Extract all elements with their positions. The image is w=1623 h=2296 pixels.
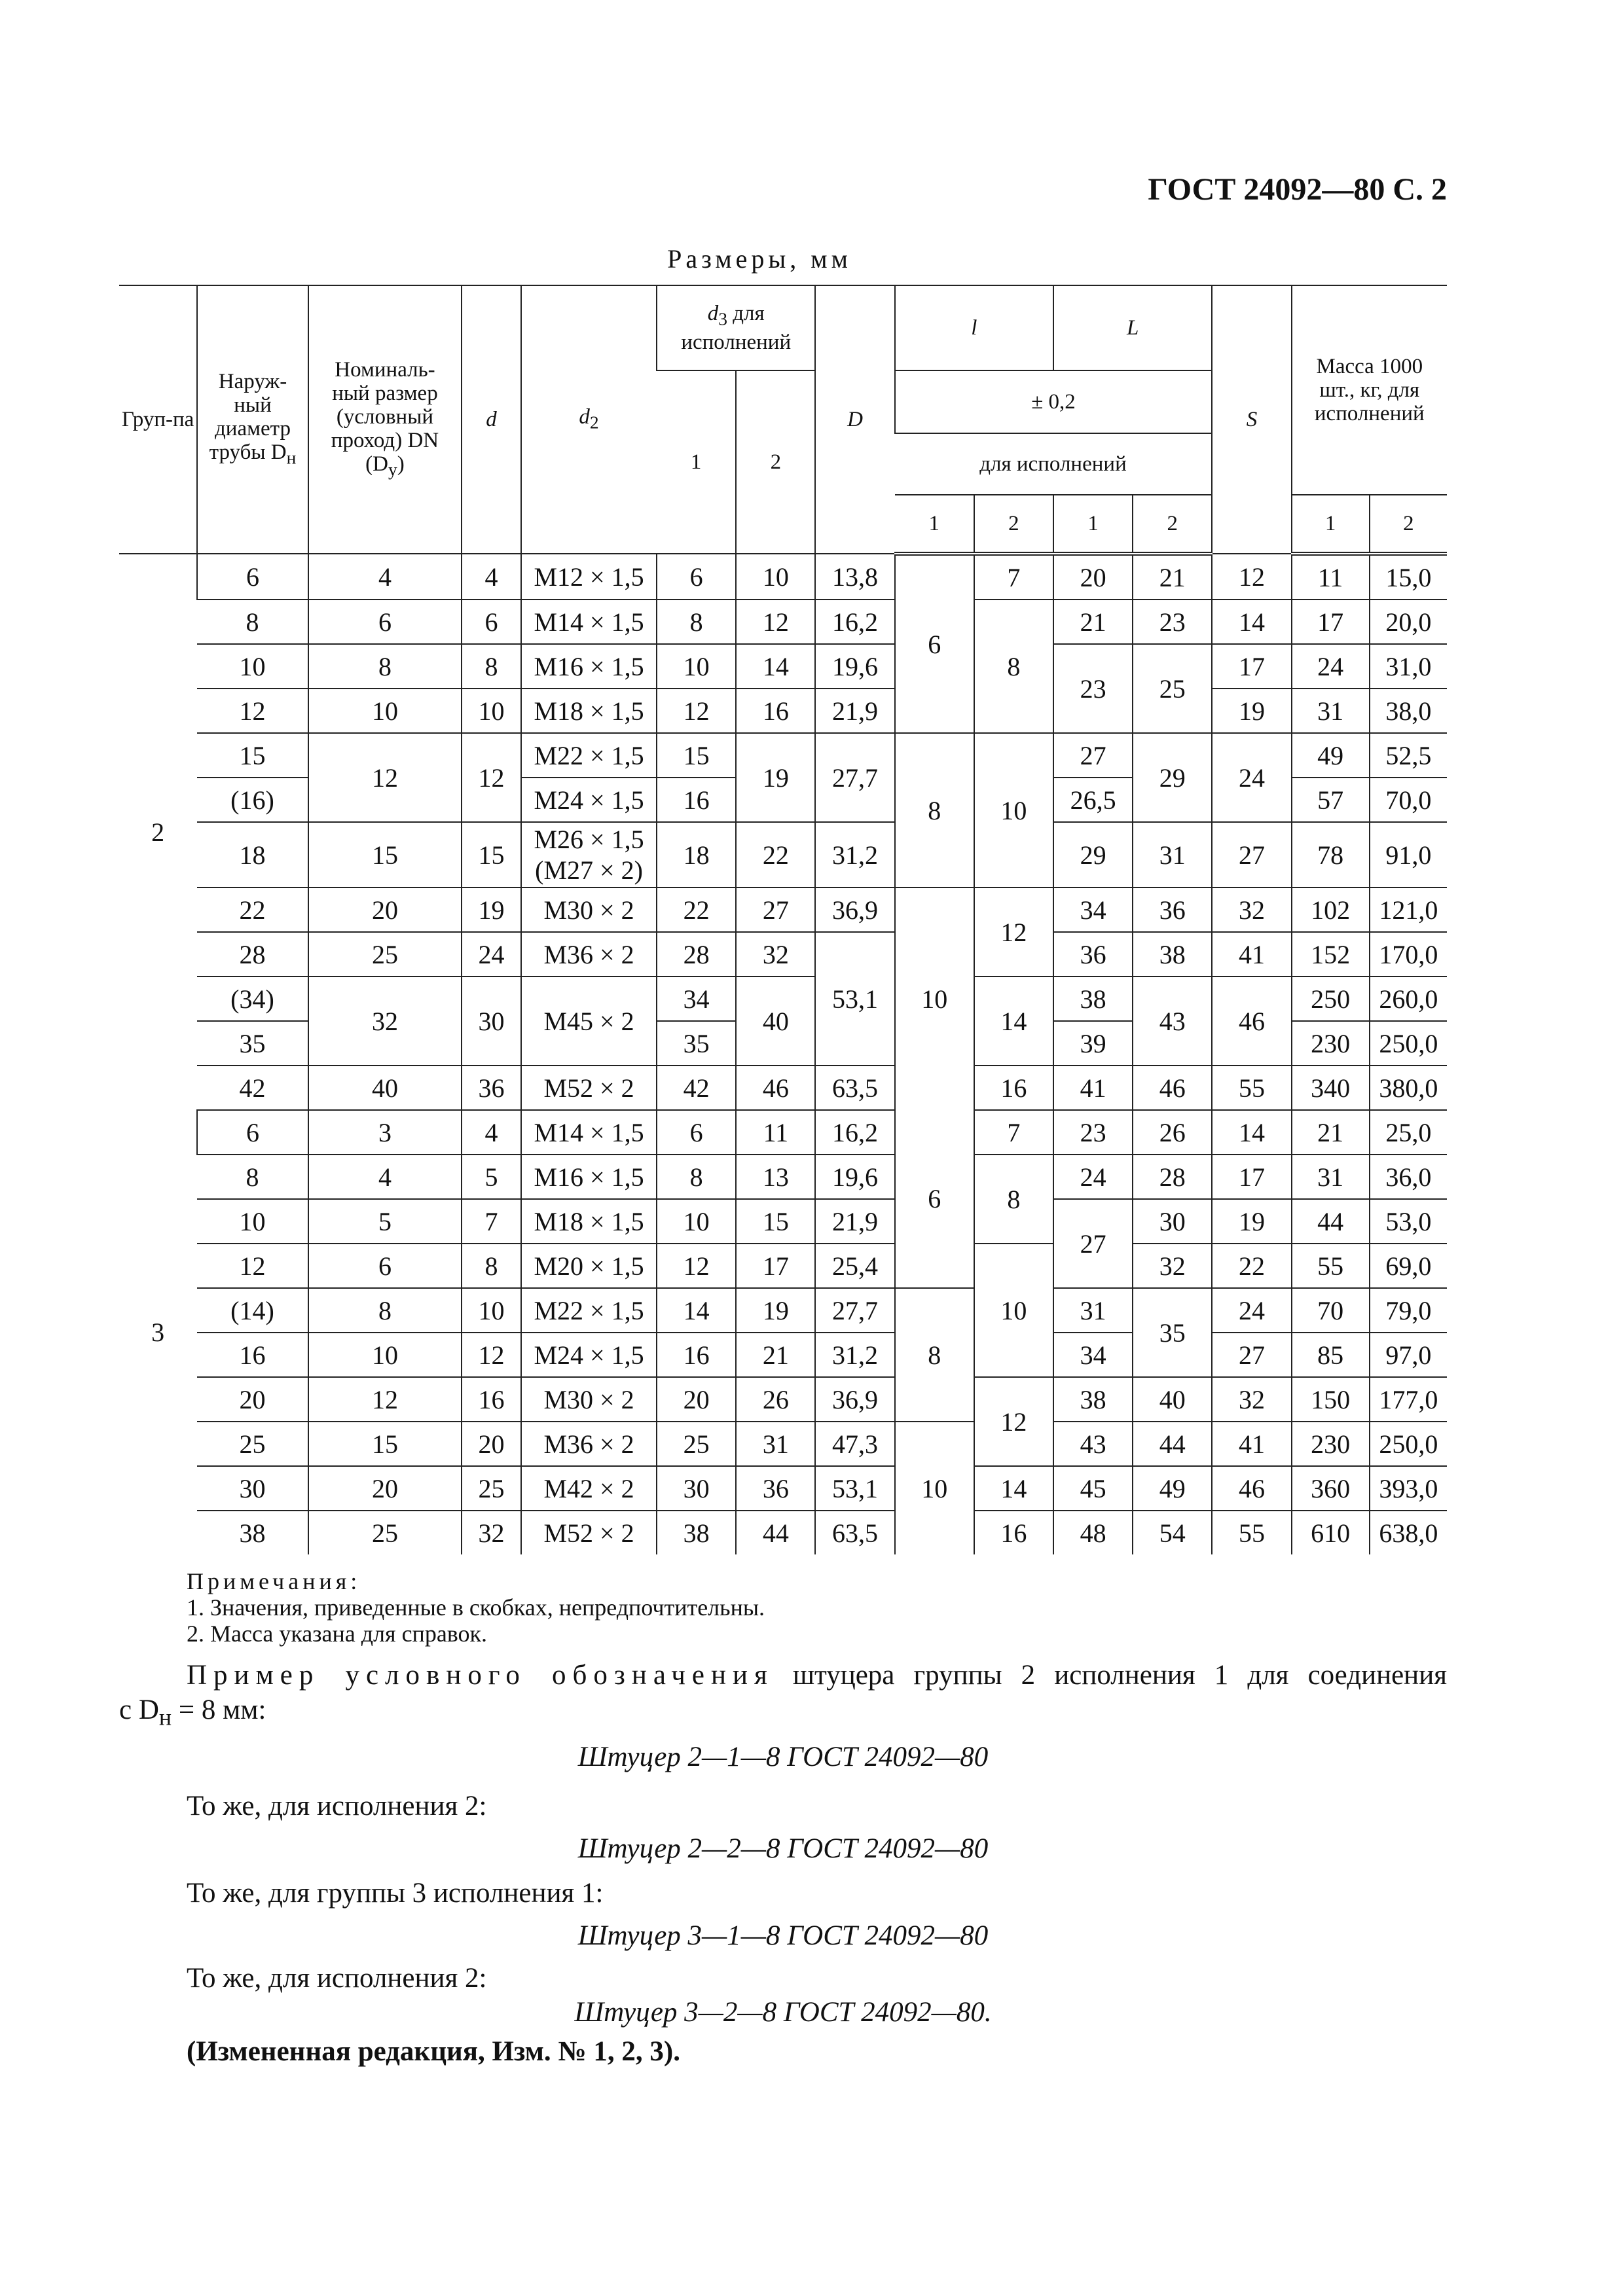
table-row: 42 40 36 M52 × 2 42 46 63,5 16 41 46 55 340 380,0 <box>119 1066 1447 1110</box>
table-row: 22 20 19 M30 × 2 22 27 36,9 10 12 34 36 32 102 121,0 <box>119 888 1447 932</box>
table-row: 12 6 8 M20 × 1,5 12 17 25,4 10 32 22 55 69,0 <box>119 1244 1447 1288</box>
designation-example: Штуцер 3—2—8 ГОСТ 24092—80. <box>574 1997 992 2028</box>
col-d3: $d_3$ для исполнений <box>657 285 815 370</box>
same-line: То же, для исполнения 2: <box>187 1963 487 1994</box>
table-row: 15 12 12 M22 × 1,5 15 19 27,7 8 10 27 29 24 49 52,5 <box>119 733 1447 778</box>
notes <box>187 1568 765 1647</box>
table-row: 10 8 8 M16 × 1,5 10 14 19,6 23 25 17 24 31,0 <box>119 644 1447 689</box>
col-l-v2: 2 <box>974 495 1053 554</box>
col-nominal-size: Номиналь- ный размер (условный проход) DN $(D_у)$ <box>308 285 462 554</box>
same-line: То же, для исполнения 2: <box>187 1791 487 1821</box>
designation-example: Штуцер 2—1—8 ГОСТ 24092—80 <box>577 1742 989 1772</box>
note-item: 1. Значения, приведенные в скобках, непредпочтительны. <box>187 1594 765 1621</box>
col-mass-v2: 2 <box>1370 495 1447 554</box>
col-mass-v1: 1 <box>1292 495 1370 554</box>
table-row: 3 6 3 4 M14 × 1,5 6 11 16,2 6 7 23 26 14 21 25,0 <box>119 1110 1447 1155</box>
col-l: l <box>895 285 1053 370</box>
table-row: 35 35 39 230 250,0 <box>119 1021 1447 1066</box>
table-caption: Размеры, мм <box>667 244 852 274</box>
table-row: 25 15 20 M36 × 2 25 31 47,3 10 43 44 41 230 250,0 <box>119 1422 1447 1466</box>
designation-example: Штуцер 2—2—8 ГОСТ 24092—80 <box>577 1833 989 1864</box>
table-row: 20 12 16 M30 × 2 20 26 36,9 12 38 40 32 150 177,0 <box>119 1377 1447 1422</box>
example-intro: Пример условного обозначения штуцера группы 2 исполнения 1 для соединения <box>187 1660 1447 1691</box>
col-l-v1: 1 <box>895 495 974 554</box>
col-group: Груп-па <box>119 285 197 554</box>
group-cell: 2 <box>151 817 165 847</box>
example-condition: с $D_н = 8$ мм: <box>119 1695 266 1731</box>
notes-title: Примечания: <box>187 1568 361 1594</box>
table-row: 10 5 7 M18 × 1,5 10 15 21,9 27 30 19 44 53,0 <box>119 1199 1447 1244</box>
note-item: 2. Масса указана для справок. <box>187 1621 488 1647</box>
table-row: 2 6 4 4 M12 × 1,5 6 10 13,8 6 7 20 21 12 11 15,0 <box>119 554 1447 600</box>
designation-example: Штуцер 3—1—8 ГОСТ 24092—80 <box>577 1920 989 1951</box>
table-row: 28 25 24 M36 × 2 28 32 53,1 36 38 41 152 170,0 <box>119 932 1447 977</box>
col-L: L <box>1053 285 1212 370</box>
col-outer-diameter: Наруж- ный диаметр трубы $D_н$ <box>197 285 308 554</box>
col-mass: Масса 1000 шт., кг, для исполнений <box>1292 285 1447 495</box>
tolerance-label: ± 0,2 <box>895 370 1213 433</box>
col-L-v2: 2 <box>1133 495 1212 554</box>
table-row: 8 6 6 M14 × 1,5 8 12 16,2 8 21 23 14 17 20,0 <box>119 600 1447 644</box>
table-row: 8 4 5 M16 × 1,5 8 13 19,6 8 24 28 17 31 36,0 <box>119 1155 1447 1199</box>
col-d2: $d_2$ <box>521 285 657 554</box>
col-d: d <box>462 285 521 554</box>
page-header: ГОСТ 24092—80 С. 2 <box>1148 172 1447 207</box>
table-row: 30 20 25 M42 × 2 30 36 53,1 14 45 49 46 360 393,0 <box>119 1466 1447 1511</box>
dimensions-table <box>119 285 1447 1554</box>
col-D: D <box>815 285 894 554</box>
table-row: 38 25 32 M52 × 2 38 44 63,5 16 48 54 55 610 638,0 <box>119 1511 1447 1554</box>
group-cell: 3 <box>151 1318 165 1347</box>
col-L-v1: 1 <box>1053 495 1133 554</box>
table-row: (34) 32 30 M45 × 2 34 40 14 38 43 46 250 260,0 <box>119 977 1447 1021</box>
table-row: (14) 8 10 M22 × 1,5 14 19 27,7 8 31 35 24 70 79,0 <box>119 1288 1447 1333</box>
table-row: 18 15 15 M26 × 1,5 (M27 × 2) 18 22 31,2 29 31 27 78 91,0 <box>119 822 1447 888</box>
table-row: 12 10 10 M18 × 1,5 12 16 21,9 19 31 38,0 <box>119 689 1447 733</box>
for-versions-label: для исполнений <box>895 433 1213 495</box>
col-d3-v1: 1 <box>657 370 736 554</box>
col-S: S <box>1212 285 1291 554</box>
col-d3-v2: 2 <box>736 370 815 554</box>
same-line: То же, для группы 3 исполнения 1: <box>187 1878 604 1909</box>
amendment-note: (Измененная редакция, Изм. № 1, 2, 3). <box>187 2036 680 2067</box>
table-row: 16 10 12 M24 × 1,5 16 21 31,2 34 27 85 97,0 <box>119 1333 1447 1377</box>
table-row: (16) M24 × 1,5 16 26,5 57 70,0 <box>119 778 1447 822</box>
